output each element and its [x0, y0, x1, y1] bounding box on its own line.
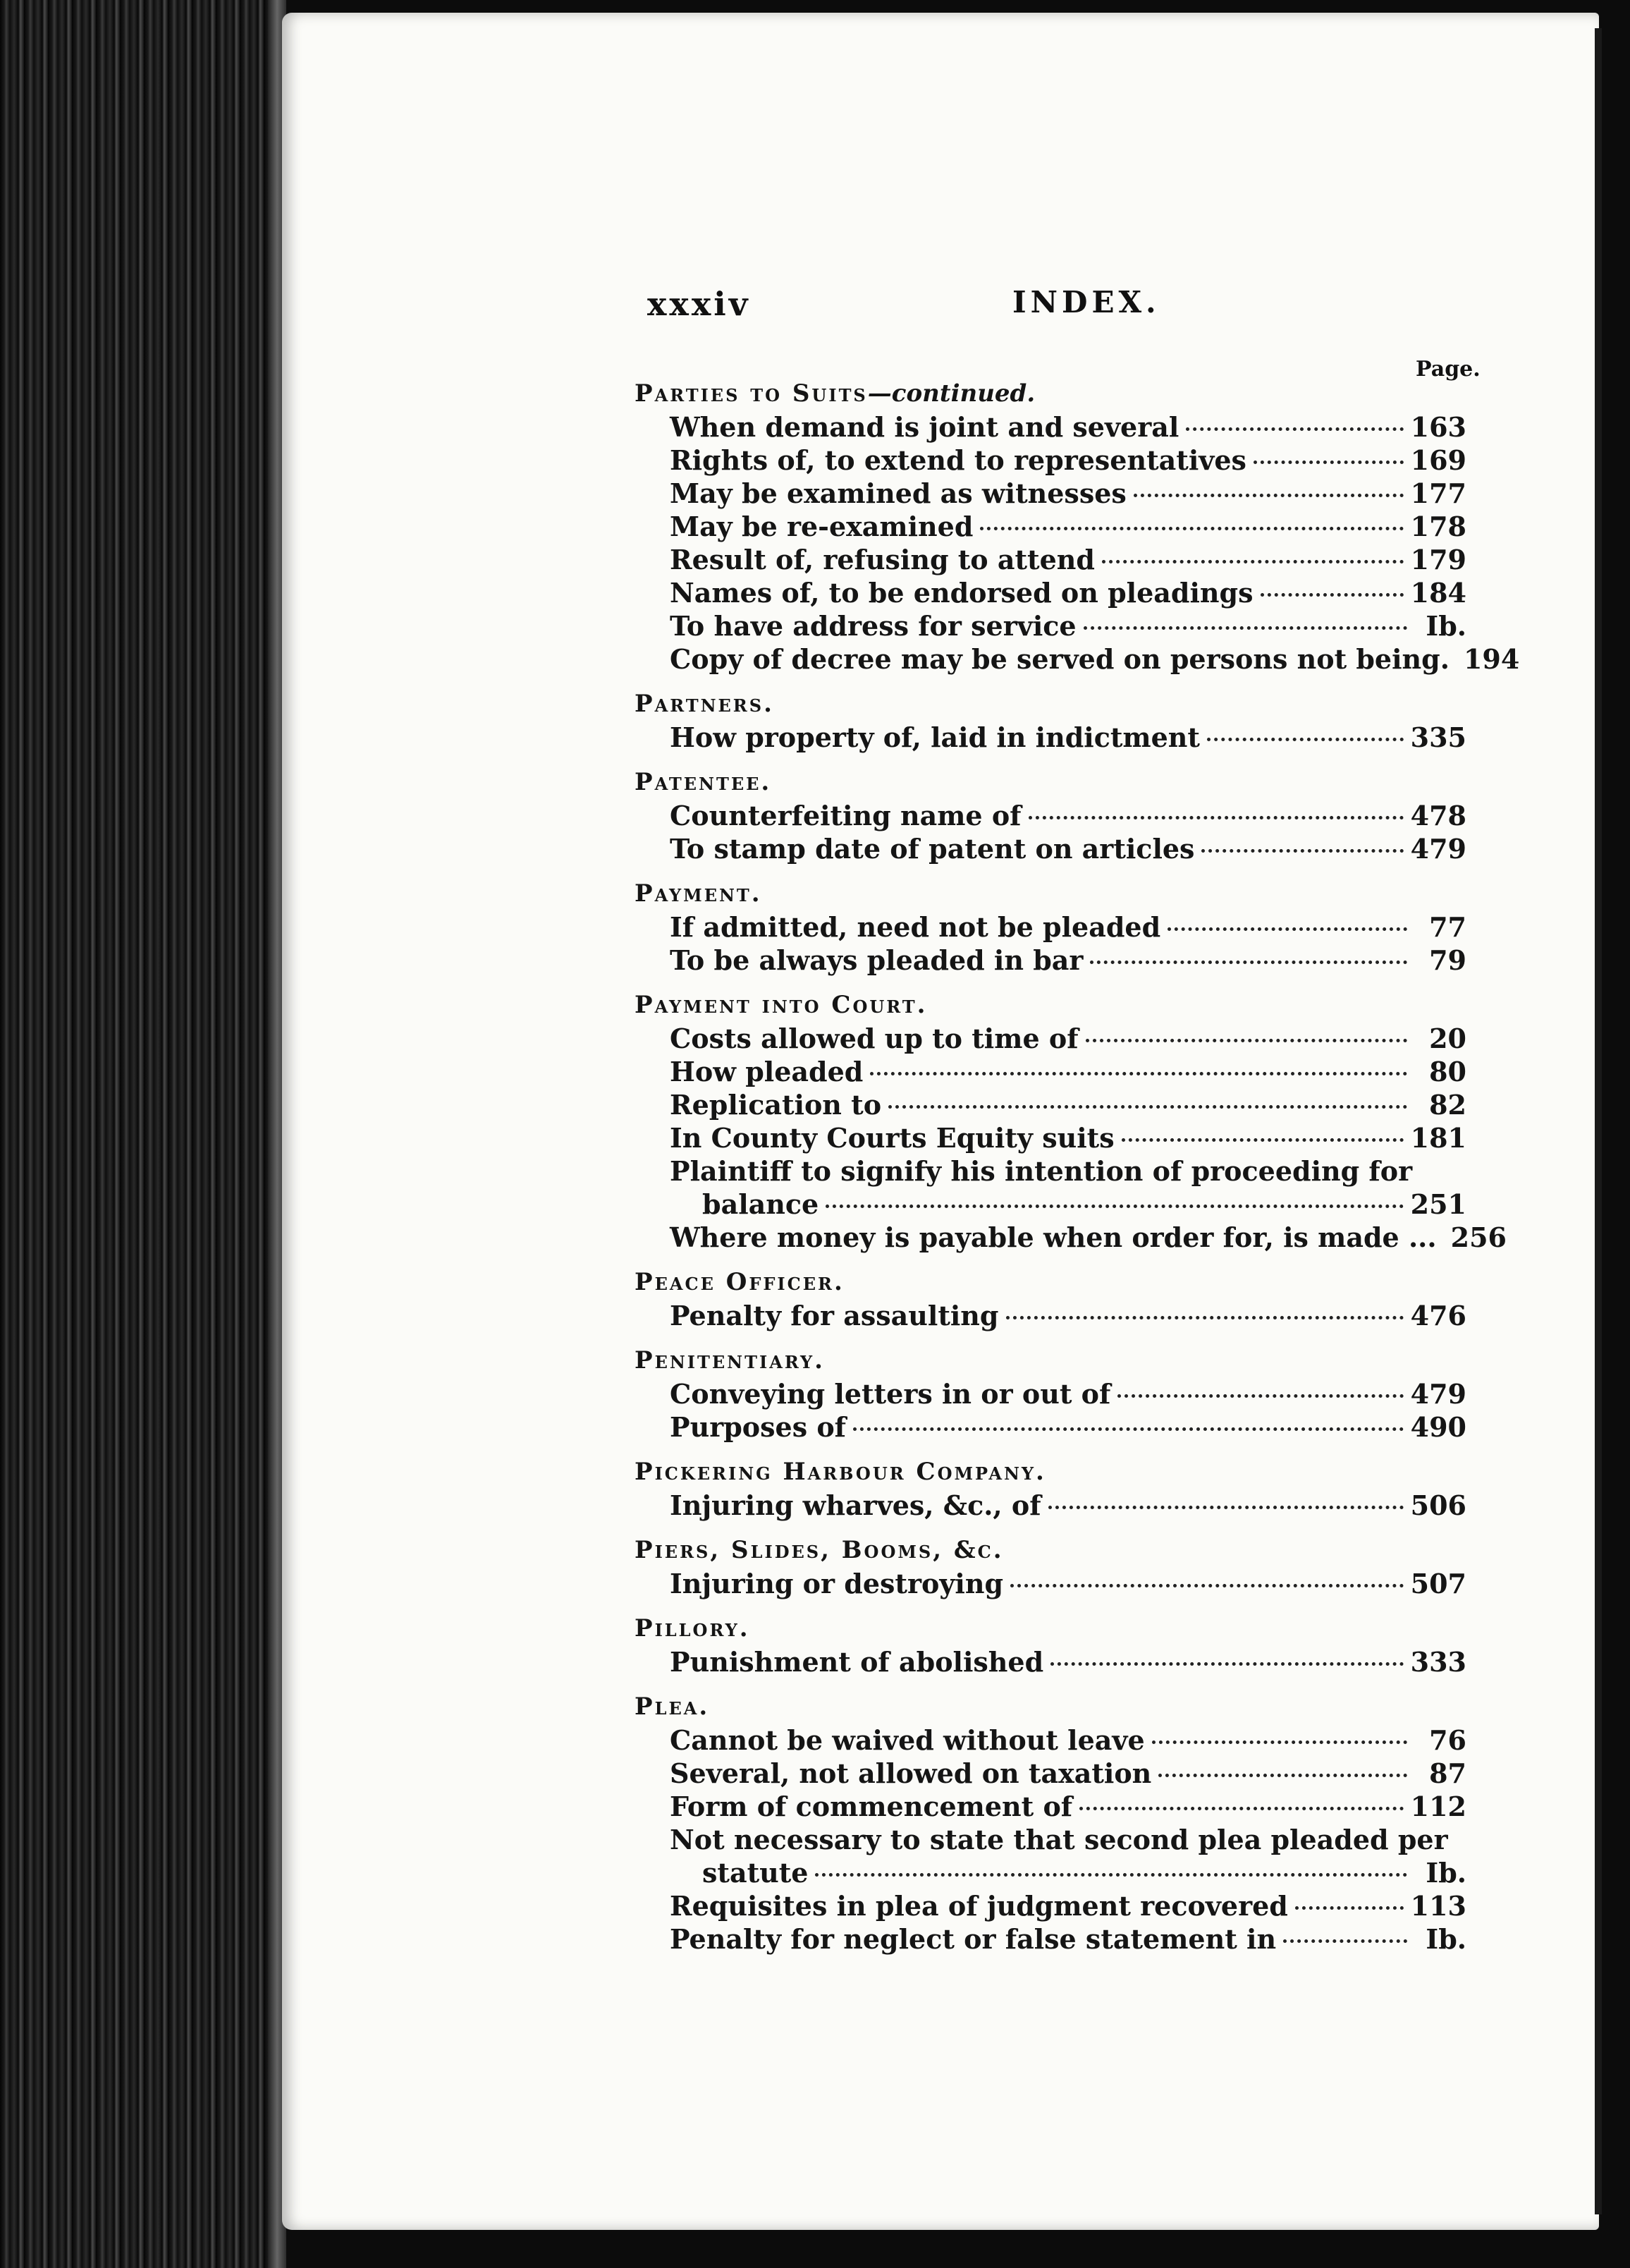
entry-text: Where money is payable when order for, is made ...: [670, 1221, 1437, 1253]
dot-leader: [1168, 927, 1407, 931]
entry-text: Result of, refusing to attend: [670, 544, 1095, 575]
index-entry: [635, 1121, 1466, 1154]
index-entry: [635, 1724, 1466, 1757]
entry-text: Penalty for assaulting: [670, 1300, 999, 1331]
entry-text: Names of, to be endorsed on pleadings: [670, 577, 1254, 609]
entry-text: Punishment of abolished: [670, 1646, 1044, 1678]
index-section: [635, 687, 1466, 754]
section-heading: [635, 1343, 1466, 1377]
dot-leader: [1207, 738, 1404, 741]
dot-leader: [1010, 1584, 1404, 1587]
dot-leader: [826, 1205, 1403, 1208]
entry-text: Injuring or destroying: [670, 1568, 1004, 1599]
dot-leader: [1050, 1662, 1403, 1666]
index-section: [635, 1343, 1466, 1444]
index-entry: [635, 721, 1466, 754]
heading-text: Peace Officer.: [635, 1268, 845, 1296]
index-entry: [635, 1856, 1466, 1889]
dot-leader: [1254, 461, 1404, 464]
section-heading: [635, 1265, 1466, 1299]
entry-page-ref: 87: [1429, 1757, 1466, 1789]
entry-page-ref: 113: [1410, 1890, 1466, 1922]
entry-page-ref: Ib.: [1426, 610, 1466, 642]
index-entry: [635, 1022, 1466, 1055]
dot-leader: [1079, 1807, 1404, 1810]
page-number: xxxiv: [647, 285, 751, 323]
dot-leader: [1048, 1506, 1404, 1509]
index-section: [635, 1533, 1466, 1600]
entry-text: balance: [702, 1188, 819, 1220]
running-head: INDEX.: [1012, 285, 1160, 319]
section-heading: [635, 877, 1466, 910]
heading-text: Parties to Suits: [635, 379, 868, 408]
entry-text: Several, not allowed on taxation: [670, 1757, 1152, 1789]
entry-text: How property of, laid in indictment: [670, 721, 1200, 753]
page-right-edge: [1595, 28, 1602, 2214]
index-list: [635, 377, 1520, 1967]
entry-page-ref: 256: [1450, 1221, 1507, 1253]
index-entry: [635, 1088, 1466, 1121]
index-entry: [635, 1757, 1466, 1790]
entry-page-ref: 177: [1410, 477, 1466, 509]
entry-text: To be always pleaded in bar: [670, 944, 1084, 976]
dot-leader: [1134, 494, 1404, 497]
heading-text: Pillory.: [635, 1614, 750, 1642]
dot-leader: [1086, 1039, 1407, 1042]
entry-page-ref: 112: [1410, 1791, 1466, 1822]
entry-text: Not necessary to state that second plea pleaded per: [670, 1824, 1448, 1855]
entry-text: Rights of, to extend to representatives: [670, 444, 1246, 476]
dot-leader: [1084, 626, 1407, 630]
entry-page-ref: 179: [1410, 544, 1466, 575]
dot-leader: [1261, 593, 1404, 597]
index-entry: [635, 1922, 1466, 1956]
index-entry: [635, 1645, 1466, 1678]
dot-leader: [870, 1072, 1407, 1075]
entry-text: Counterfeiting name of: [670, 800, 1022, 831]
entry-text: In County Courts Equity suits: [670, 1122, 1115, 1154]
section-heading: [635, 988, 1466, 1022]
dot-leader: [1201, 849, 1403, 853]
entry-page-ref: Ib.: [1426, 1857, 1466, 1889]
entry-page-ref: 184: [1410, 577, 1466, 609]
dot-leader: [1117, 1394, 1403, 1398]
heading-text: Plea.: [635, 1693, 710, 1721]
book-spine: [0, 0, 282, 2268]
section-heading: [635, 377, 1466, 410]
index-entry: [635, 910, 1466, 944]
entry-text: If admitted, need not be pleaded: [670, 911, 1161, 943]
entry-text: statute: [702, 1857, 809, 1889]
dot-leader: [980, 527, 1403, 530]
heading-text: Piers, Slides, Booms, &c.: [635, 1536, 1004, 1564]
heading-text: Payment into Court.: [635, 991, 928, 1019]
entry-page-ref: Ib.: [1426, 1923, 1466, 1955]
entry-text: Injuring wharves, &c., of: [670, 1489, 1041, 1521]
entry-page-ref: 82: [1429, 1089, 1466, 1121]
index-section: [635, 1611, 1466, 1678]
entry-page-ref: 178: [1410, 511, 1466, 542]
entry-page-ref: 163: [1410, 411, 1466, 443]
heading-text: Penitentiary.: [635, 1346, 825, 1374]
dot-leader: [1186, 427, 1403, 431]
entry-page-ref: 479: [1410, 833, 1466, 865]
entry-text: Purposes of: [670, 1411, 847, 1443]
index-entry: [635, 799, 1466, 832]
dot-leader: [1102, 560, 1404, 563]
entry-page-ref: 478: [1410, 800, 1466, 831]
section-heading: [635, 765, 1466, 799]
section-heading: [635, 1611, 1466, 1645]
entry-page-ref: 479: [1410, 1378, 1466, 1410]
dot-leader: [1006, 1316, 1404, 1319]
entry-text: To stamp date of patent on articles: [670, 833, 1195, 865]
entry-text: May be examined as witnesses: [670, 477, 1127, 509]
entry-page-ref: 335: [1410, 721, 1466, 753]
dot-leader: [1029, 816, 1404, 819]
entry-text: Conveying letters in or out of: [670, 1378, 1111, 1410]
entry-text: When demand is joint and several: [670, 411, 1179, 443]
page-column-label: Page.: [1416, 357, 1481, 382]
entry-page-ref: 76: [1429, 1724, 1466, 1756]
index-entry: [635, 1299, 1466, 1332]
dot-leader: [1152, 1740, 1407, 1744]
section-heading: [635, 1533, 1466, 1567]
index-entry: [635, 477, 1466, 510]
entry-text: Costs allowed up to time of: [670, 1023, 1079, 1054]
entry-page-ref: 506: [1410, 1489, 1466, 1521]
index-entry: [635, 1188, 1466, 1221]
entry-text: Replication to: [670, 1089, 882, 1121]
index-section: [635, 377, 1520, 676]
index-entry: [635, 410, 1466, 444]
dot-leader: [815, 1873, 1407, 1877]
index-entry: [635, 1790, 1466, 1823]
entry-page-ref: 169: [1410, 444, 1466, 476]
index-entry: [635, 1410, 1466, 1444]
heading-text: Patentee.: [635, 768, 772, 796]
index-section: [635, 1690, 1466, 1956]
index-entry: [635, 609, 1466, 642]
entry-page-ref: 333: [1410, 1646, 1466, 1678]
entry-page-ref: 80: [1429, 1056, 1466, 1087]
section-heading: [635, 687, 1466, 721]
entry-text: Plaintiff to signify his intention of proceeding for: [670, 1155, 1413, 1187]
entry-page-ref: 79: [1429, 944, 1466, 976]
dot-leader: [1122, 1138, 1404, 1142]
index-entry: [635, 1221, 1507, 1254]
heading-suffix: —continued.: [867, 379, 1036, 408]
index-section: [635, 877, 1466, 977]
index-entry: [635, 944, 1466, 977]
heading-text: Partners.: [635, 690, 774, 718]
index-entry: [635, 642, 1520, 676]
index-entry: [635, 1154, 1466, 1188]
index-entry: [635, 444, 1466, 477]
dot-leader: [1158, 1774, 1407, 1777]
entry-page-ref: 194: [1463, 643, 1520, 675]
index-entry: [635, 832, 1466, 865]
entry-text: Cannot be waived without leave: [670, 1724, 1145, 1756]
entry-page-ref: 251: [1410, 1188, 1466, 1220]
section-heading: [635, 1455, 1466, 1489]
section-heading: [635, 1690, 1466, 1724]
entry-text: Requisites in plea of judgment recovered: [670, 1890, 1288, 1922]
dot-leader: [853, 1427, 1404, 1431]
index-entry: [635, 543, 1466, 576]
entry-page-ref: 20: [1429, 1023, 1466, 1054]
entry-text: Copy of decree may be served on persons not being.: [670, 643, 1450, 675]
index-entry: [635, 1889, 1466, 1922]
index-entry: [635, 1489, 1466, 1522]
dot-leader: [1090, 961, 1407, 964]
entry-text: Form of commencement of: [670, 1791, 1073, 1822]
index-section: [635, 765, 1466, 865]
entry-page-ref: 181: [1410, 1122, 1466, 1154]
index-entry: [635, 576, 1466, 609]
heading-text: Pickering Harbour Company.: [635, 1458, 1046, 1486]
index-entry: [635, 1055, 1466, 1088]
index-entry: [635, 1567, 1466, 1600]
dot-leader: [1283, 1939, 1407, 1943]
index-section: [635, 1455, 1466, 1522]
index-entry: [635, 1823, 1466, 1856]
index-section: [635, 988, 1507, 1254]
index-entry: [635, 1377, 1466, 1410]
entry-page-ref: 476: [1410, 1300, 1466, 1331]
dot-leader: [1295, 1906, 1404, 1910]
index-entry: [635, 510, 1466, 543]
entry-text: Penalty for neglect or false statement in: [670, 1923, 1277, 1955]
entry-text: To have address for service: [670, 610, 1077, 642]
entry-page-ref: 77: [1429, 911, 1466, 943]
entry-text: May be re-examined: [670, 511, 974, 542]
entry-page-ref: 507: [1410, 1568, 1466, 1599]
index-section: [635, 1265, 1466, 1332]
entry-page-ref: 490: [1410, 1411, 1466, 1443]
dot-leader: [888, 1105, 1407, 1109]
entry-text: How pleaded: [670, 1056, 864, 1087]
heading-text: Payment.: [635, 879, 762, 908]
